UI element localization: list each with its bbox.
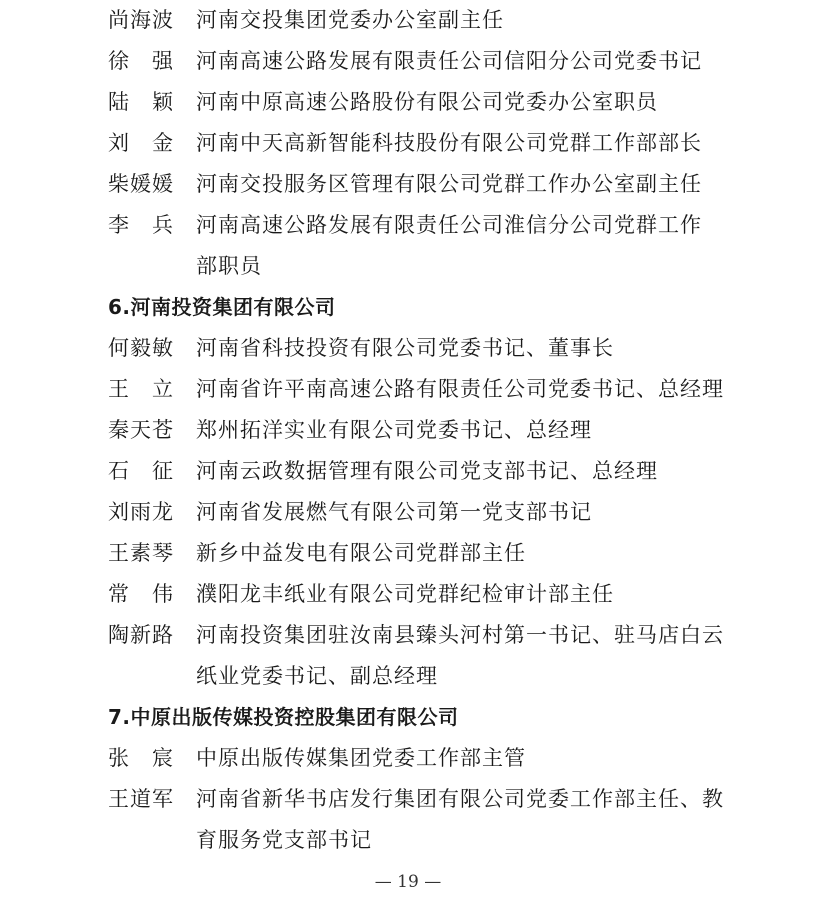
person-name: 尚海波 <box>108 8 174 32</box>
person-title-line1: 河南投资集团驻汝南县臻头河村第一书记、驻马店白云 <box>196 623 724 647</box>
person-name: 何毅敏 <box>108 336 174 360</box>
person-name: 王 立 <box>108 377 174 401</box>
person-title: 河南省发展燃气有限公司第一党支部书记 <box>196 500 592 524</box>
person-name: 秦天苍 <box>108 418 174 442</box>
person-title-line1: 河南省新华书店发行集团有限公司党委工作部主任、教 <box>196 787 724 811</box>
person-title: 河南云政数据管理有限公司党支部书记、总经理 <box>196 459 658 483</box>
person-title: 河南交投服务区管理有限公司党群工作办公室副主任 <box>196 172 702 196</box>
person-name: 张 宸 <box>108 746 174 770</box>
person-title-line2: 部职员 <box>196 254 262 278</box>
person-name: 徐 强 <box>108 49 174 73</box>
person-title: 中原出版传媒集团党委工作部主管 <box>196 746 526 770</box>
page-number: — 19 — <box>374 872 442 892</box>
section-heading: 6.河南投资集团有限公司 <box>108 295 336 319</box>
section-heading: 7.中原出版传媒投资控股集团有限公司 <box>108 705 459 729</box>
person-name: 李 兵 <box>108 213 174 237</box>
person-title: 濮阳龙丰纸业有限公司党群纪检审计部主任 <box>196 582 614 606</box>
person-title-line1: 河南高速公路发展有限责任公司淮信分公司党群工作 <box>196 213 702 237</box>
person-title: 河南中天高新智能科技股份有限公司党群工作部部长 <box>196 131 702 155</box>
person-name: 陆 颖 <box>108 90 174 114</box>
person-title: 河南高速公路发展有限责任公司信阳分公司党委书记 <box>196 49 702 73</box>
person-title: 河南中原高速公路股份有限公司党委办公室职员 <box>196 90 658 114</box>
person-name: 刘雨龙 <box>108 500 174 524</box>
person-title: 河南交投集团党委办公室副主任 <box>196 8 504 32</box>
person-title-line2: 育服务党支部书记 <box>196 828 372 852</box>
person-name: 陶新路 <box>108 623 174 647</box>
person-name: 常 伟 <box>108 582 174 606</box>
person-title-line2: 纸业党委书记、副总经理 <box>196 664 438 688</box>
person-name: 刘 金 <box>108 131 174 155</box>
person-name: 柴媛媛 <box>108 172 174 196</box>
person-title: 河南省许平南高速公路有限责任公司党委书记、总经理 <box>196 377 724 401</box>
person-name: 王道军 <box>108 787 174 811</box>
person-title: 河南省科技投资有限公司党委书记、董事长 <box>196 336 614 360</box>
person-name: 石 征 <box>108 459 174 483</box>
person-title: 郑州拓洋实业有限公司党委书记、总经理 <box>196 418 592 442</box>
person-title: 新乡中益发电有限公司党群部主任 <box>196 541 526 565</box>
person-name: 王素琴 <box>108 541 174 565</box>
